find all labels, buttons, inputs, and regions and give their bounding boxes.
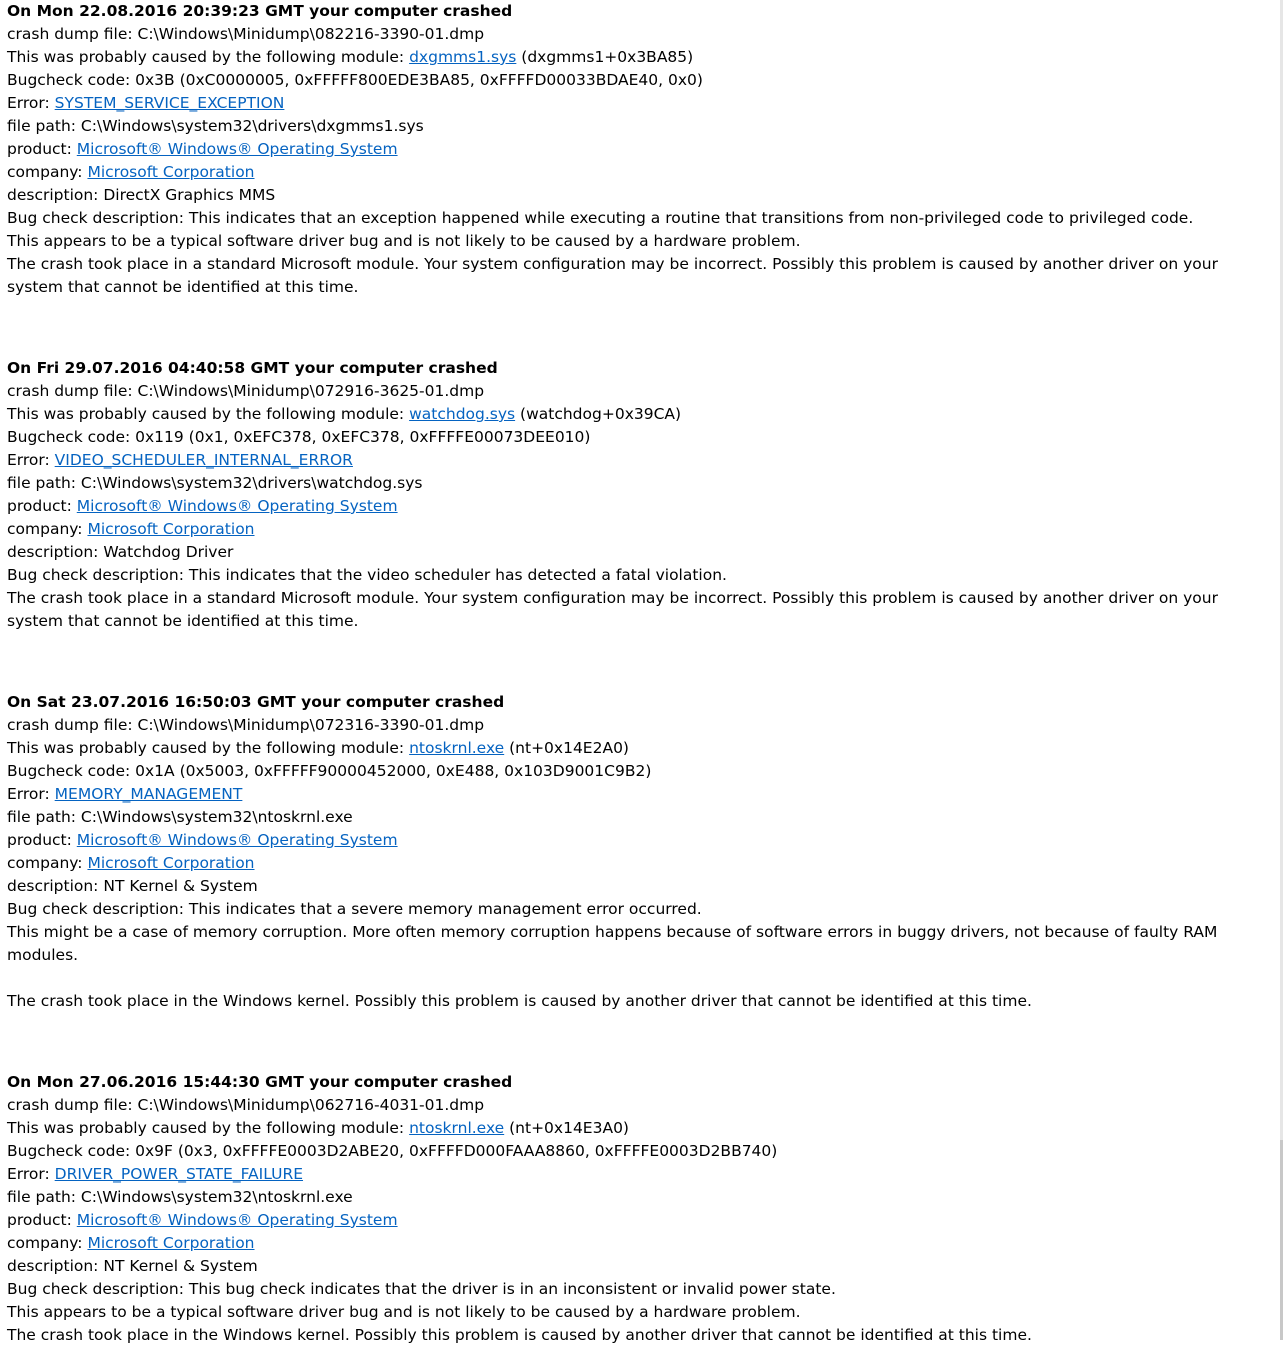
file-path-value: C:\Windows\system32\drivers\dxgmms1.sys — [80, 117, 424, 135]
file-path-value: C:\Windows\system32\ntoskrnl.exe — [80, 1188, 353, 1206]
bugcheck-value: 0x119 (0x1, 0xEFC378, 0xEFC378, 0xFFFFE00073DEE010) — [135, 428, 591, 446]
dump-file-label: crash dump file: — [7, 25, 138, 43]
module-label: This was probably caused by the following module: — [7, 48, 410, 66]
product-label: product: — [7, 140, 77, 158]
bug-check-description-line — [7, 564, 1269, 587]
bug-check-description-value: This indicates that an exception happened while executing a routine that transitions from non-privileged code to privileged code. — [188, 209, 1194, 227]
scrollbar-track[interactable] — [1280, 0, 1283, 1140]
vertical-scrollbar[interactable] — [1277, 0, 1285, 1357]
scrollbar-thumb[interactable] — [1280, 1140, 1283, 1340]
bug-check-description-line — [7, 898, 1269, 921]
description-line — [7, 875, 1269, 898]
bug-check-description-line — [7, 207, 1269, 230]
description-label: description: — [7, 1257, 104, 1275]
bug-check-description-label: Bug check description: — [7, 900, 189, 918]
error-link[interactable]: SYSTEM_SERVICE_EXCEPTION — [54, 94, 285, 112]
file-path-value: C:\Windows\system32\drivers\watchdog.sys — [80, 474, 423, 492]
product-link[interactable]: Microsoft® Windows® Operating System — [76, 140, 398, 158]
file-path-label: file path: — [7, 117, 81, 135]
module-line — [7, 46, 1269, 69]
module-link[interactable]: ntoskrnl.exe — [409, 1119, 505, 1137]
file-path-value: C:\Windows\system32\ntoskrnl.exe — [80, 808, 353, 826]
crash-report — [7, 0, 1269, 1347]
dump-file-line — [7, 1094, 1269, 1117]
file-path-label: file path: — [7, 808, 81, 826]
dump-file-line — [7, 380, 1269, 403]
error-label: Error: — [7, 94, 55, 112]
bugcheck-value: 0x9F (0x3, 0xFFFFE0003D2ABE20, 0xFFFFD000FAAA8860, 0xFFFFE0003D2BB740) — [135, 1142, 778, 1160]
company-label: company: — [7, 163, 88, 181]
module-offset: (dxgmms1+0x3BA85) — [516, 48, 694, 66]
module-line — [7, 737, 1269, 760]
bug-check-description-value: This indicates that a severe memory management error occurred. — [188, 900, 702, 918]
file-path-line — [7, 472, 1269, 495]
company-label: company: — [7, 520, 88, 538]
bugcheck-label: Bugcheck code: — [7, 762, 136, 780]
error-link[interactable]: MEMORY_MANAGEMENT — [54, 785, 243, 803]
product-label: product: — [7, 497, 77, 515]
bugcheck-value: 0x3B (0xC0000005, 0xFFFFF800EDE3BA85, 0xFFFFD00033BDAE40, 0x0) — [135, 71, 703, 89]
description-label: description: — [7, 543, 104, 561]
dump-file-line — [7, 714, 1269, 737]
crash-title: On Sat 23.07.2016 16:50:03 GMT your computer crashed — [7, 693, 505, 711]
bug-check-description-label: Bug check description: — [7, 209, 189, 227]
module-label: This was probably caused by the following module: — [7, 1119, 410, 1137]
dump-file-value: C:\Windows\Minidump\082216-3390-01.dmp — [137, 25, 485, 43]
bugcheck-line — [7, 760, 1269, 783]
note-text: The crash took place in the Windows kernel. Possibly this problem is caused by another driver that cannot be identified at this time. — [7, 992, 1032, 1010]
module-label: This was probably caused by the following module: — [7, 739, 410, 757]
crash-title: On Fri 29.07.2016 04:40:58 GMT your computer crashed — [7, 359, 498, 377]
file-path-label: file path: — [7, 474, 81, 492]
company-link[interactable]: Microsoft Corporation — [87, 854, 255, 872]
crash-entry — [7, 357, 1269, 633]
description-line — [7, 184, 1269, 207]
dump-file-value: C:\Windows\Minidump\062716-4031-01.dmp — [137, 1096, 485, 1114]
error-link[interactable]: VIDEO_SCHEDULER_INTERNAL_ERROR — [54, 451, 353, 469]
blank-line — [7, 967, 1269, 990]
bugcheck-label: Bugcheck code: — [7, 1142, 136, 1160]
module-offset: (nt+0x14E3A0) — [504, 1119, 629, 1137]
company-link[interactable]: Microsoft Corporation — [87, 1234, 255, 1252]
company-link[interactable]: Microsoft Corporation — [87, 163, 255, 181]
module-link[interactable]: ntoskrnl.exe — [409, 739, 505, 757]
bugcheck-line — [7, 69, 1269, 92]
module-link[interactable]: dxgmms1.sys — [409, 48, 517, 66]
error-line — [7, 1163, 1269, 1186]
description-value: NT Kernel & System — [103, 877, 258, 895]
company-line — [7, 518, 1269, 541]
bug-check-description-label: Bug check description: — [7, 1280, 189, 1298]
dump-file-label: crash dump file: — [7, 1096, 138, 1114]
product-label: product: — [7, 1211, 77, 1229]
company-line — [7, 1232, 1269, 1255]
bugcheck-value: 0x1A (0x5003, 0xFFFFF90000452000, 0xE488, 0x103D9001C9B2) — [135, 762, 652, 780]
error-link[interactable]: DRIVER_POWER_STATE_FAILURE — [54, 1165, 304, 1183]
error-label: Error: — [7, 785, 55, 803]
crash-title: On Mon 27.06.2016 15:44:30 GMT your computer crashed — [7, 1073, 513, 1091]
company-label: company: — [7, 1234, 88, 1252]
company-label: company: — [7, 854, 88, 872]
description-value: NT Kernel & System — [103, 1257, 258, 1275]
file-path-line — [7, 115, 1269, 138]
dump-file-line — [7, 23, 1269, 46]
module-offset: (nt+0x14E2A0) — [504, 739, 629, 757]
crash-entry — [7, 691, 1269, 1013]
dump-file-label: crash dump file: — [7, 382, 138, 400]
crash-title: On Mon 22.08.2016 20:39:23 GMT your computer crashed — [7, 2, 513, 20]
bugcheck-label: Bugcheck code: — [7, 428, 136, 446]
product-line — [7, 1209, 1269, 1232]
bugcheck-line — [7, 1140, 1269, 1163]
description-value: DirectX Graphics MMS — [103, 186, 276, 204]
error-label: Error: — [7, 1165, 55, 1183]
error-label: Error: — [7, 451, 55, 469]
description-value: Watchdog Driver — [103, 543, 234, 561]
module-line — [7, 403, 1269, 426]
dump-file-value: C:\Windows\Minidump\072316-3390-01.dmp — [137, 716, 485, 734]
file-path-line — [7, 806, 1269, 829]
note-text: This appears to be a typical software driver bug and is not likely to be caused by a hardware problem. — [7, 1303, 801, 1321]
product-line — [7, 829, 1269, 852]
product-link[interactable]: Microsoft® Windows® Operating System — [76, 831, 398, 849]
file-path-label: file path: — [7, 1188, 81, 1206]
company-line — [7, 161, 1269, 184]
product-line — [7, 138, 1269, 161]
note-text: This might be a case of memory corruption. More often memory corruption happens because of software errors in buggy drivers, not because of faulty RAM modules. — [7, 923, 1218, 964]
dump-file-value: C:\Windows\Minidump\072916-3625-01.dmp — [137, 382, 485, 400]
bugcheck-label: Bugcheck code: — [7, 71, 136, 89]
bug-check-description-value: This bug check indicates that the driver is in an inconsistent or invalid power state. — [188, 1280, 836, 1298]
module-offset: (watchdog+0x39CA) — [515, 405, 682, 423]
note-text: This appears to be a typical software driver bug and is not likely to be caused by a hardware problem. — [7, 232, 801, 250]
note-text: The crash took place in a standard Microsoft module. Your system configuration may be incorrect. Possibly this problem is caused by another driver on your system that cannot be identified at this time. — [7, 255, 1218, 296]
module-link[interactable]: watchdog.sys — [409, 405, 516, 423]
dump-file-label: crash dump file: — [7, 716, 138, 734]
crash-entry — [7, 1071, 1269, 1347]
module-line — [7, 1117, 1269, 1140]
note-text: The crash took place in the Windows kernel. Possibly this problem is caused by another driver that cannot be identified at this time. — [7, 1326, 1032, 1344]
error-line — [7, 92, 1269, 115]
description-label: description: — [7, 186, 104, 204]
product-line — [7, 495, 1269, 518]
product-label: product: — [7, 831, 77, 849]
product-link[interactable]: Microsoft® Windows® Operating System — [76, 1211, 398, 1229]
crash-entry — [7, 0, 1269, 299]
description-line — [7, 541, 1269, 564]
note-text: The crash took place in a standard Microsoft module. Your system configuration may be incorrect. Possibly this problem is caused by another driver on your system that cannot be identified at this time. — [7, 589, 1218, 630]
bug-check-description-label: Bug check description: — [7, 566, 189, 584]
error-line — [7, 449, 1269, 472]
file-path-line — [7, 1186, 1269, 1209]
error-line — [7, 783, 1269, 806]
bug-check-description-value: This indicates that the video scheduler has detected a fatal violation. — [188, 566, 727, 584]
company-line — [7, 852, 1269, 875]
bugcheck-line — [7, 426, 1269, 449]
module-label: This was probably caused by the following module: — [7, 405, 410, 423]
bug-check-description-line — [7, 1278, 1269, 1301]
description-label: description: — [7, 877, 104, 895]
product-link[interactable]: Microsoft® Windows® Operating System — [76, 497, 398, 515]
description-line — [7, 1255, 1269, 1278]
company-link[interactable]: Microsoft Corporation — [87, 520, 255, 538]
